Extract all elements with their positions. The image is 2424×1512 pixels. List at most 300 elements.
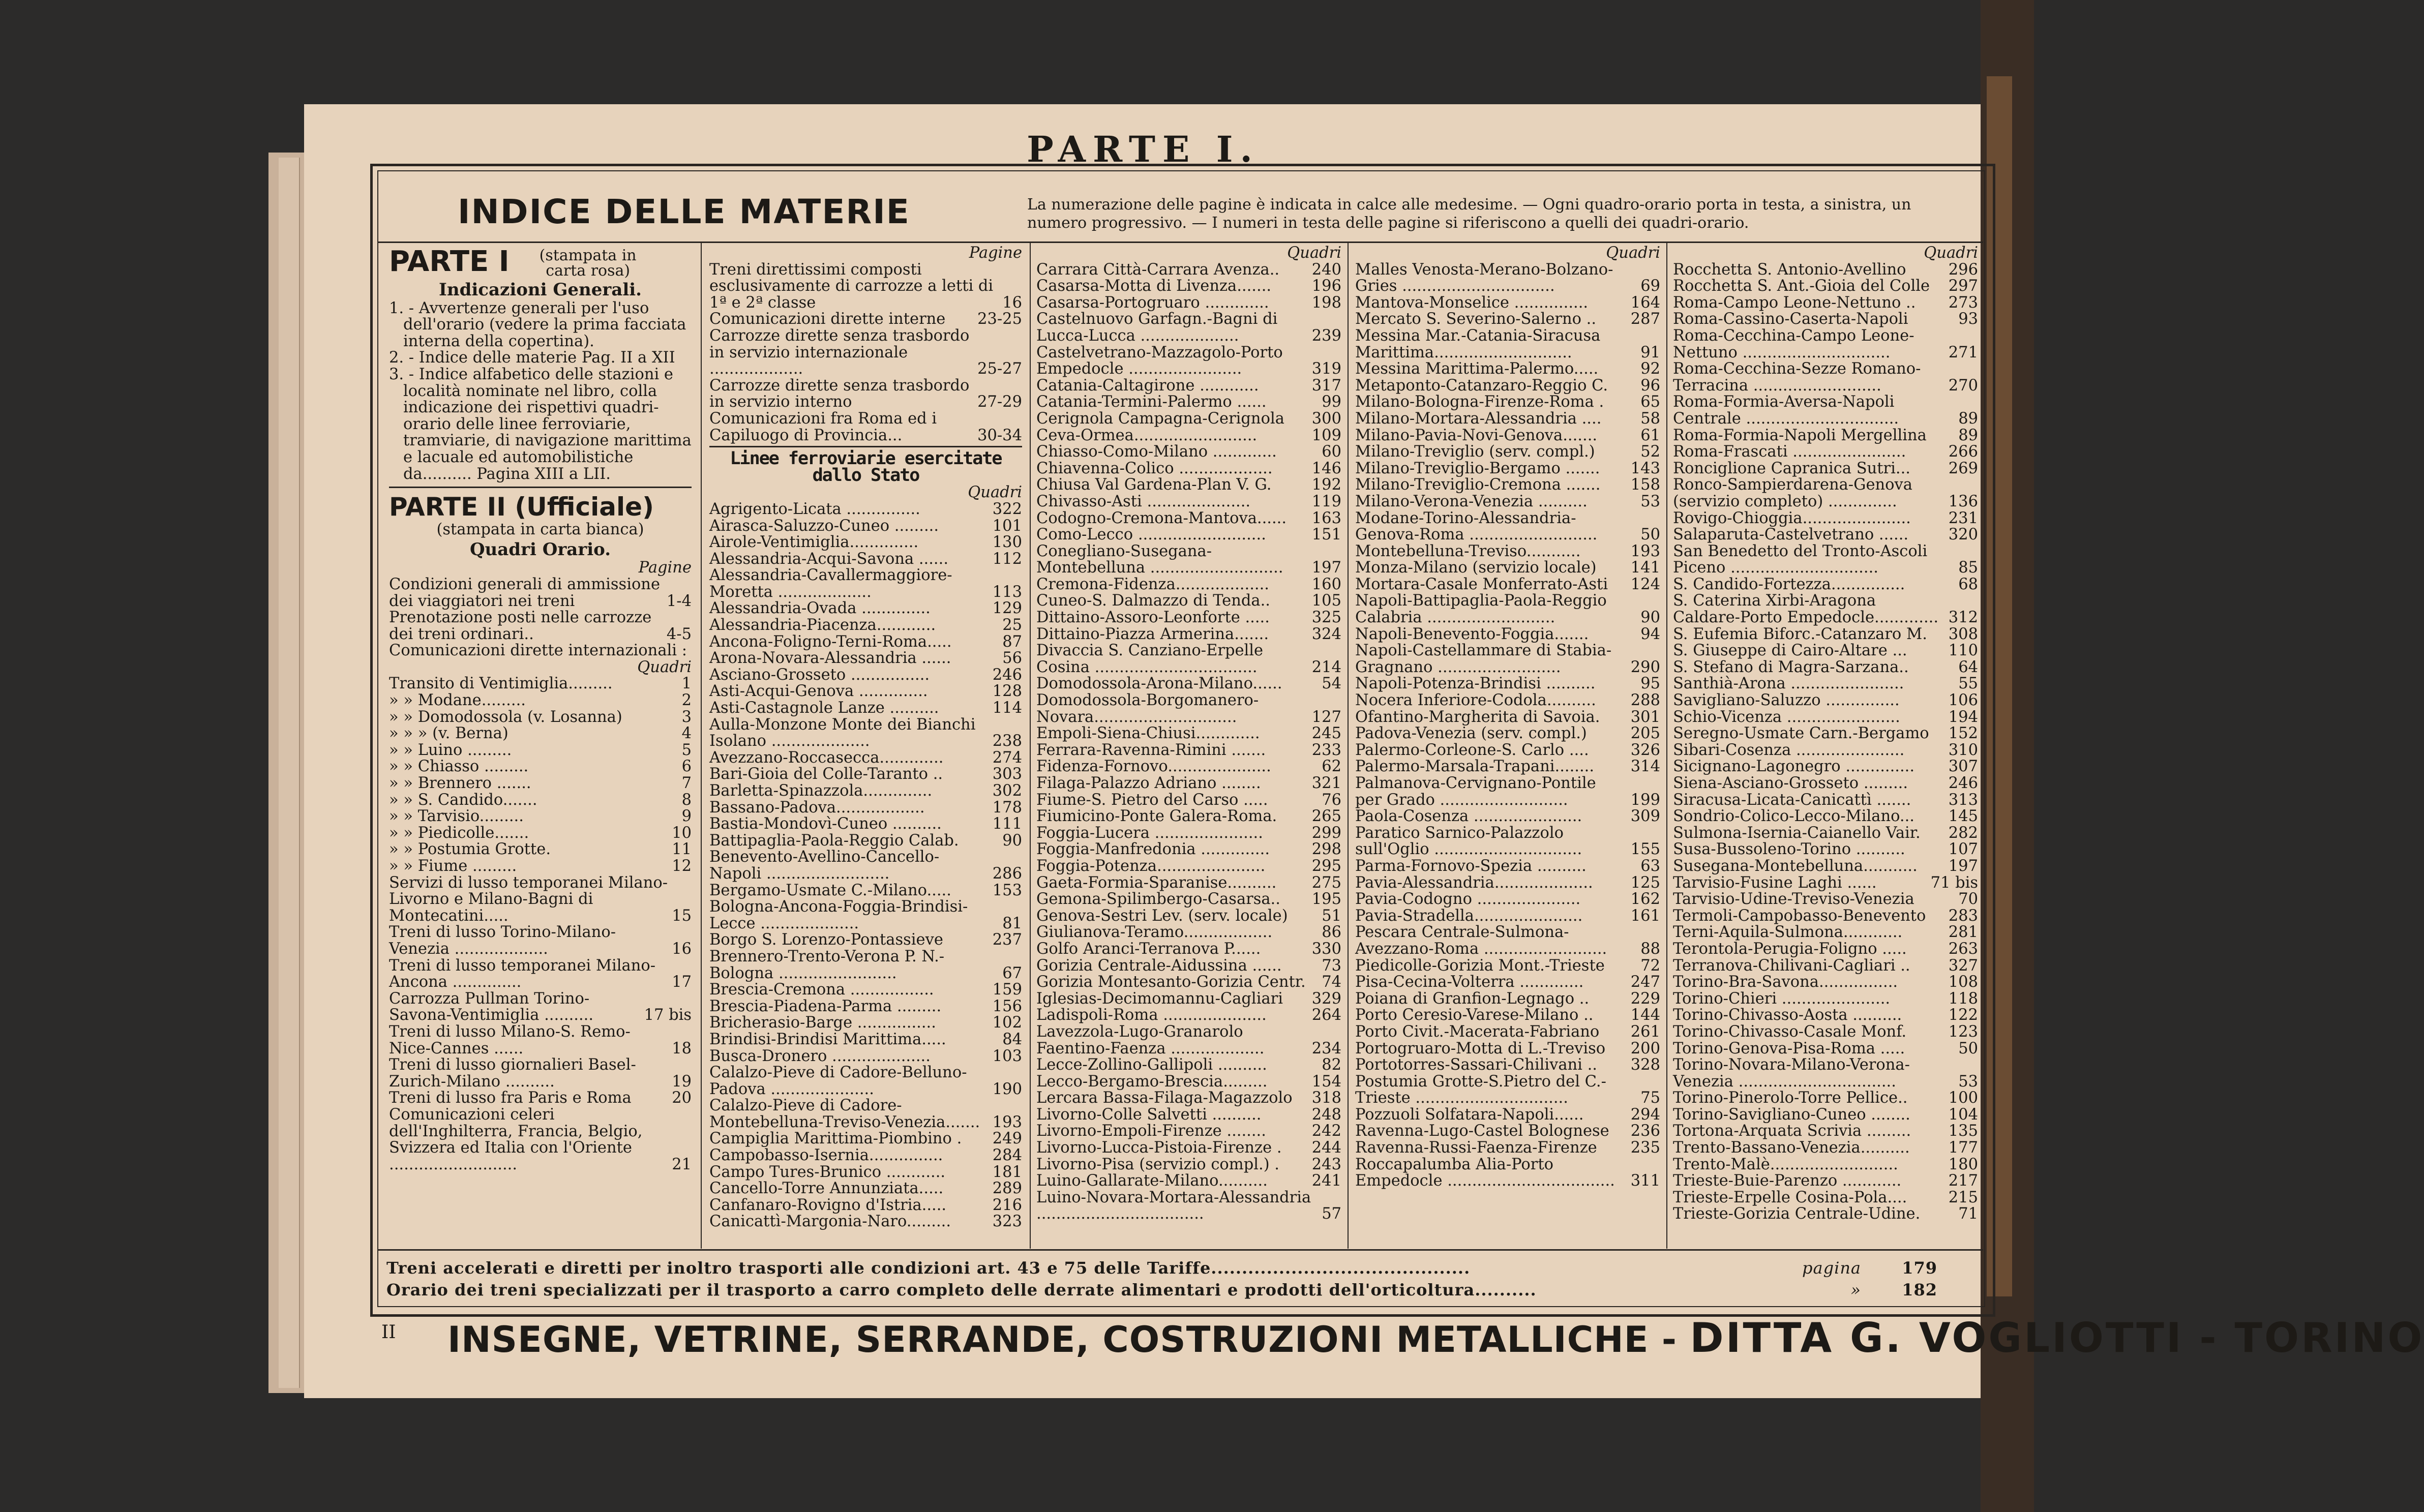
entry-number: 163 [1311,509,1341,527]
entry-name: Porto Ceresio-Varese-Milano .. [1355,1006,1594,1024]
railway-lines-list [1673,262,1978,1223]
entry-name: Foggia-Potenza...................... [1036,857,1266,875]
entry-name: Asti-Acqui-Genova .............. [709,682,928,701]
entry-name: Cancello-Torre Annunziata..... [709,1180,944,1198]
entry-name: Livorno-Empoli-Firenze ........ [1036,1122,1266,1140]
entry-number: 326 [1630,741,1660,759]
index-entry [1673,742,1978,759]
entry-number: 330 [1311,940,1341,958]
indicazioni-item: 3. - Indice alfabetico delle stazioni e località nominate nel libro, colla indicazione dei rispettivi quadri-orario delle linee ferroviarie, tramviarie, di navigazione marittima e lacuale ed automobilistiche da.......... Pagina XIII a LII. [389,365,692,483]
index-entry [1673,428,1978,444]
entry-number: 300 [1311,409,1341,428]
entry-name: Tortona-Arquata Scrivia ......... [1673,1122,1911,1140]
entry-number: 51 [1322,906,1341,925]
entry-name: Campiglia Marittima-Piombino . [709,1130,962,1148]
pagine-list [389,577,692,659]
entry-number: 309 [1630,807,1660,826]
index-entry [1673,626,1978,643]
index-entry [1355,991,1660,1008]
entry-name: Seregno-Usmate Carn.-Bergamo [1673,724,1929,743]
entry-number: 193 [1630,542,1660,560]
entry-number: 161 [1630,906,1660,925]
entry-number: 197 [1311,559,1341,577]
entry-name: » » Tarvisio......... [389,807,524,826]
section-rule [389,487,692,488]
footer-specializzati-text: Orario dei treni specializzati per il trasporto a carro completo delle derrate alimentari e prodotti dell'orticoltura.......... [386,1280,1537,1299]
entry-number: 325 [1311,609,1341,627]
entry-number: 100 [1948,1089,1978,1107]
index-entry [709,1015,1022,1032]
entry-name: S. Caterina Xirbi-Aragona Caldare-Porto Empedocle............. [1673,592,1939,627]
index-entry [1355,908,1660,925]
entry-number: 1 [681,675,692,693]
index-entry [1673,394,1978,427]
entry-number: 27-29 [977,393,1022,411]
quadri-orario-heading: Quadri Orario. [469,539,611,560]
index-entry [1673,958,1978,975]
index-entry [1673,1007,1978,1024]
index-entry [709,650,1022,667]
entry-number: 90 [1002,831,1022,850]
entry-number: 86 [1322,923,1341,942]
entry-number: 241 [1311,1172,1341,1190]
entry-name: Bergamo-Usmate C.-Milano..... [709,881,951,899]
quadri-label: Quadri [1287,244,1341,262]
index-entry [1355,742,1660,759]
entry-name: Milano-Treviglio (serv. compl.) [1355,443,1595,461]
index-entry [709,783,1022,800]
entry-number: 61 [1640,426,1660,444]
entry-name: Pavia-Alessandria.................... [1355,873,1593,892]
footer-page-number: 182 [1902,1280,1937,1299]
entry-number: 281 [1948,923,1978,942]
index-entry [1036,676,1341,692]
index-entry [709,534,1022,551]
index-entry [1355,1041,1660,1057]
entry-name: Campo Tures-Brunico ............ [709,1163,946,1181]
entry-number: 237 [992,931,1022,949]
state-railways-heading: Linee ferroviarie esercitate dallo Stato [709,446,1022,483]
advertisement [447,1314,2424,1362]
index-entry [1673,676,1978,692]
entry-number: 297 [1948,277,1978,295]
index-entry [1673,941,1978,958]
entry-number: 55 [1958,675,1978,693]
entry-name: Cuneo-S. Dalmazzo di Tenda.. [1036,592,1270,610]
entry-name: Napoli-Castellammare di Stabia-Gragnano ......................... [1355,642,1612,676]
entry-number: 101 [992,517,1022,535]
entry-name: Transito di Ventimiglia......... [389,675,613,693]
footer-page-label: pagina [1802,1258,1861,1278]
index-entry [389,775,692,792]
index-entry [1036,394,1341,411]
entry-number: 216 [992,1196,1022,1214]
index-entry [1673,444,1978,461]
index-entry [1036,278,1341,295]
entry-name: Ofantino-Margherita di Savoia. [1355,708,1600,726]
index-entry [389,577,692,610]
entry-number: 240 [1311,260,1341,279]
entry-name: Chiusa Val Gardena-Plan V. G. [1036,476,1272,494]
index-entry [389,643,692,659]
entry-name: Roma-Frascati ....................... [1673,443,1906,461]
entry-name: Campobasso-Isernia............... [709,1146,943,1165]
entry-name: Aulla-Monzone Monte dei Bianchi Isolano .................... [709,715,976,750]
index-entry [1355,262,1660,295]
entry-number: 229 [1630,989,1660,1008]
index-entry [389,958,692,991]
index-entry [709,328,1022,378]
column-lines-b [1036,245,1341,1244]
entry-number: 113 [992,583,1022,601]
part1-title [389,245,692,279]
index-entry [1355,924,1660,957]
quadri-label: Quadri [1606,244,1660,262]
index-entry [1673,924,1978,941]
index-entry [1673,1057,1978,1090]
entry-name: Domodossola-Borgomanero-Novara............................. [1036,691,1259,726]
index-entry [709,717,1022,750]
index-entry [389,692,692,709]
entry-number: 143 [1630,459,1660,477]
index-entry [1355,891,1660,908]
index-entry [1673,808,1978,825]
entry-number: 81 [1002,914,1022,932]
entry-name: Domodossola-Arona-Milano...... [1036,675,1282,693]
entry-name: Golfo Aranci-Terranova P...... [1036,940,1261,958]
index-entry [1673,477,1978,510]
index-entry [1355,1007,1660,1024]
entry-name: S. Giuseppe di Cairo-Altare ... [1673,642,1907,660]
entry-name: » » Luino ......... [389,741,512,759]
quadri-label: Quadri [637,658,692,676]
entry-number: 11 [672,840,692,859]
entry-name: Rocchetta S. Antonio-Avellino [1673,260,1906,279]
index-entry [709,982,1022,999]
entry-number: 160 [1311,575,1341,593]
entry-name: Divaccia S. Canziano-Erpelle Cosina ................................. [1036,642,1264,676]
index-entry [1355,577,1660,593]
entry-number: 273 [1948,293,1978,312]
entry-number: 141 [1630,559,1660,577]
index-entry [1036,1107,1341,1124]
header-rule [377,241,1983,243]
index-entry [1036,527,1341,543]
entry-number: 320 [1948,526,1978,544]
entry-name: » » Piedicolle....... [389,824,529,842]
column-divider [1030,243,1031,1249]
index-entry [1673,577,1978,593]
index-entry [1036,792,1341,809]
entry-number: 318 [1311,1089,1341,1107]
entry-number: 111 [992,815,1022,833]
quadri-label: Quadri [968,483,1022,502]
entry-number: 261 [1630,1022,1660,1041]
entry-name: Padova-Venezia (serv. compl.) [1355,724,1587,743]
entry-number: 122 [1948,1006,1978,1024]
index-entry [389,1107,692,1173]
entry-number: 317 [1311,376,1341,395]
index-entry [1036,295,1341,312]
index-entry [1036,643,1341,676]
entry-name: Napoli-Battipaglia-Paola-Reggio Calabria .......................... [1355,592,1607,627]
entry-name: Torino-Savigliano-Cuneo ........ [1673,1105,1910,1124]
entry-name: Napoli-Potenza-Brindisi .......... [1355,675,1596,693]
entry-number: 299 [1311,824,1341,842]
entry-number: 154 [1311,1072,1341,1091]
index-entry [1673,278,1978,295]
entry-name: Sicignano-Lagonegro .............. [1673,758,1915,776]
index-entry [1036,1007,1341,1024]
entry-name: Cerignola Campagna-Cerignola [1036,409,1284,428]
index-entry [709,1032,1022,1048]
entry-name: Borgo S. Lorenzo-Pontassieve [709,931,943,949]
entry-number: 18 [672,1039,692,1057]
entry-number: 296 [1948,260,1978,279]
index-entry [1036,577,1341,593]
index-entry [389,742,692,759]
index-entry [1355,858,1660,875]
column-lines-d [1673,245,1978,1244]
entry-number: 74 [1322,973,1341,991]
entry-number: 50 [1640,526,1660,544]
index-entry [1673,1206,1978,1223]
index-entry [1036,991,1341,1008]
entry-name: Palmanova-Cervignano-Pontile per Grado .......................... [1355,774,1596,809]
index-entry [1673,825,1978,842]
index-entry [1673,328,1978,361]
entry-number: 70 [1958,890,1978,909]
entry-number: 164 [1630,293,1660,312]
entry-name: Busca-Dronero .................... [709,1047,931,1065]
entry-name: Conegliano-Susegana-Montebelluna ........................... [1036,542,1283,577]
entry-number: 284 [992,1146,1022,1165]
entry-name: Fiumicino-Ponte Galera-Roma. [1036,807,1277,826]
entry-name: » » » (v. Berna) [389,724,508,743]
entry-number: 303 [992,765,1022,783]
index-entry [709,683,1022,700]
entry-name: » » S. Candido....... [389,791,537,809]
entry-name: Luino-Novara-Mortara-Alessandria .................................. [1036,1188,1311,1223]
index-entry [1036,626,1341,643]
index-entry [1355,477,1660,494]
entry-name: Terranova-Chilivani-Cagliari .. [1673,956,1910,975]
entry-number: 108 [1948,973,1978,991]
entry-name: Montebelluna-Treviso........... [1355,542,1581,560]
index-entry [709,1181,1022,1197]
entry-number: 56 [1002,649,1022,668]
entry-name: Chiasso-Como-Milano ............. [1036,443,1277,461]
entry-number: 269 [1948,459,1978,477]
index-entry [709,949,1022,982]
index-entry [1355,444,1660,461]
entry-number: 263 [1948,940,1978,958]
entry-name: Catania-Termini-Palermo ...... [1036,393,1267,411]
entry-number: 194 [1948,708,1978,726]
transito-list [389,676,692,874]
index-entry [1673,527,1978,543]
part2-subtitle: (stampata in carta bianca) [436,521,644,539]
index-entry [389,610,692,643]
index-entry [1355,510,1660,543]
entry-name: Foggia-Lucera ...................... [1036,824,1263,842]
index-entry [1036,510,1341,527]
entry-name: Bari-Gioia del Colle-Taranto .. [709,765,943,783]
index-entry [1673,1041,1978,1057]
entry-number: 89 [1958,426,1978,444]
entry-number: 57 [1322,1205,1341,1223]
entry-number: 89 [1958,409,1978,428]
entry-name: Lercara Bassa-Filaga-Magazzolo [1036,1089,1293,1107]
entry-number: 192 [1311,476,1341,494]
entry-number: 198 [1311,293,1341,312]
entry-number: 146 [1311,459,1341,477]
advertisement-left: INSEGNE, VETRINE, SERRANDE, COSTRUZIONI METALLICHE - [447,1319,1677,1360]
entry-name: » » Postumia Grotte. [389,840,551,859]
entry-name: Salaparuta-Castelvetrano ...... [1673,526,1909,544]
entry-number: 314 [1630,758,1660,776]
entry-number: 75 [1640,1089,1660,1107]
entry-name: Livorno-Colle Salvetti .......... [1036,1105,1262,1124]
index-entry [1036,428,1341,444]
entry-name: Carrozze dirette senza trasbordo in servizio interno [709,376,970,411]
entry-name: Nocera Inferiore-Codola.......... [1355,691,1596,710]
entry-name: Torino-Novara-Milano-Verona-Venezia ................................ [1673,1056,1910,1091]
index-entry [1036,841,1341,858]
entry-name: Alessandria-Piacenza............ [709,616,936,634]
index-entry [1673,1024,1978,1041]
entry-number: 193 [992,1113,1022,1131]
column-divider [1348,243,1349,1249]
entry-name: Comunicazioni fra Roma ed i Capiluogo di Provincia... [709,409,937,444]
index-entry [1355,725,1660,742]
entry-number: 283 [1948,906,1978,925]
entry-number: 129 [992,599,1022,618]
advertisement-right: DITTA G. VOGLIOTTI - TORINO [1690,1314,2424,1362]
entry-number: 319 [1311,360,1341,378]
entry-number: 215 [1948,1188,1978,1206]
index-entry [1036,759,1341,775]
entry-number: 54 [1322,675,1341,693]
entry-number: 322 [992,500,1022,518]
index-entry [389,825,692,842]
entry-number: 68 [1958,575,1978,593]
entry-number: 128 [992,682,1022,701]
index-entry [1036,725,1341,742]
index-entry [1355,974,1660,991]
entry-name: Casarsa-Portogruaro ............. [1036,293,1269,312]
page-edge-inner [279,158,300,1388]
index-entry [1355,1057,1660,1074]
entry-number: 16 [1002,293,1022,312]
part2-title: PARTE II (Ufficiale) [389,492,654,522]
index-entry [1673,974,1978,991]
index-entry [1673,262,1978,279]
entry-number: 286 [992,864,1022,883]
index-entry [1036,494,1341,510]
entry-number: 84 [1002,1030,1022,1048]
entry-number: 233 [1311,741,1341,759]
entry-number: 178 [992,798,1022,817]
entry-name: Canicattì-Margonia-Naro......... [709,1213,951,1231]
entry-name: Trieste-Buie-Parenzo ............ [1673,1172,1902,1190]
index-entry [1355,378,1660,395]
index-entry [709,634,1022,651]
entry-name: Roma-Cassino-Caserta-Napoli [1673,310,1908,328]
entry-name: Brindisi-Brindisi Marittima..... [709,1030,946,1048]
entry-name: Alessandria-Acqui-Savona ...... [709,550,949,568]
entry-number: 155 [1630,840,1660,859]
index-entry [1355,759,1660,775]
entry-name: » » Domodossola (v. Losanna) [389,708,622,726]
entry-number: 23-25 [977,310,1022,328]
index-entry [1673,1090,1978,1107]
entry-number: 25 [1002,616,1022,634]
index-entry [709,849,1022,882]
entry-number: 64 [1958,658,1978,676]
entry-number: 7 [681,774,692,793]
entry-name: Gaeta-Formia-Sparanise.......... [1036,873,1277,892]
entry-name: Trento-Bassano-Venezia.......... [1673,1139,1910,1157]
index-entry [1673,908,1978,925]
entry-name: Portogruaro-Motta di L.-Treviso [1355,1039,1606,1057]
entry-name: Filaga-Palazzo Adriano ........ [1036,774,1261,792]
entry-name: Rocchetta S. Ant.-Gioia del Colle [1673,277,1930,295]
index-entry [709,750,1022,767]
index-entry [1355,1123,1660,1140]
entry-name: Siracusa-Licata-Canicattì ....... [1673,791,1911,809]
entry-name: Alessandria-Ovada .............. [709,599,931,618]
index-entry [389,676,692,692]
index-entry [1036,875,1341,892]
entry-number: 21 [672,1155,692,1173]
entry-number: 231 [1948,509,1978,527]
entry-name: Calalzo-Pieve di Cadore-Belluno-Padova ..................... [709,1064,967,1098]
index-entry [1036,825,1341,842]
footer-accelerati [386,1258,1973,1278]
entry-name: Palermo-Marsala-Trapani........ [1355,758,1595,776]
entry-number: 311 [1630,1172,1660,1190]
entry-number: 94 [1640,625,1660,643]
entry-name: Rovigo-Chioggia...................... [1673,509,1911,527]
index-entry [389,924,692,957]
entry-name: Ravenna-Russi-Faenza-Firenze [1355,1139,1597,1157]
entry-number: 17 bis [644,1006,692,1024]
index-entry [709,311,1022,328]
entry-number: 274 [992,748,1022,767]
index-entry [709,700,1022,717]
entry-name: Piedicolle-Gorizia Mont.-Trieste [1355,956,1605,975]
index-entry [1036,775,1341,792]
entry-name: Sulmona-Isernia-Caianello Vair. [1673,824,1921,842]
index-entry [709,667,1022,684]
entry-number: 158 [1630,476,1660,494]
entry-name: Gorizia Montesanto-Gorizia Centr. [1036,973,1306,991]
entry-name: Torino-Bra-Savona................ [1673,973,1898,991]
entry-name: Parma-Fornovo-Spezia .......... [1355,857,1587,875]
index-entry [1673,1107,1978,1124]
index-entry [1355,394,1660,411]
entry-number: 235 [1630,1139,1660,1157]
entry-number: 71 [1958,1205,1978,1223]
footer-specializzati [386,1280,1973,1299]
entry-name: Mortara-Casale Monferrato-Asti [1355,575,1608,593]
entry-name: Postumia Grotte-S.Pietro del C.-Trieste ............................... [1355,1072,1606,1107]
entry-name: Roma-Cecchina-Sezze Romano-Terracina .......................... [1673,360,1921,395]
entry-number: 246 [1948,774,1978,792]
entry-name: » » Chiasso ......... [389,758,529,776]
entry-name: Brescia-Piadena-Parma ......... [709,997,942,1015]
